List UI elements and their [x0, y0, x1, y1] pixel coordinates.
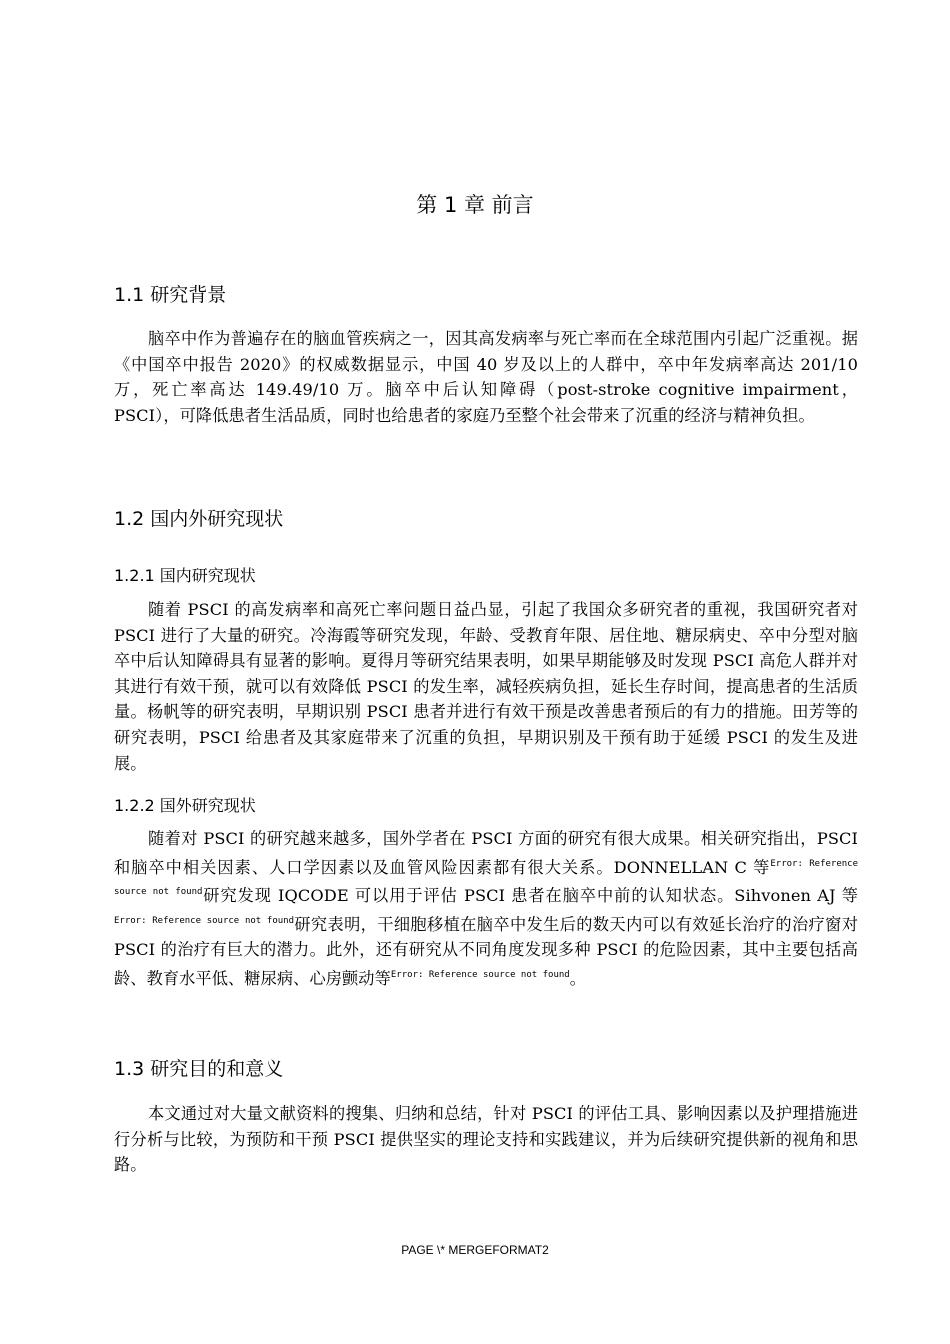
paragraph-text-1: 随着对 PSCI 的研究越来越多，国外学者在 PSCI 方面的研究有很大成果。相关研究指出，PSCI 和脑卒中相关因素、人口学因素以及血管风险因素都有很大关系。DONNELLAN C 等 — [114, 829, 858, 877]
paragraph-text-4: 。 — [569, 968, 586, 988]
section-heading-1-2: 1.2 国内外研究现状 — [114, 508, 284, 530]
subsection-heading-1-2-2: 1.2.2 国外研究现状 — [114, 796, 256, 815]
section-heading-1-3: 1.3 研究目的和意义 — [114, 1058, 284, 1080]
page-footer: PAGE \* MERGEFORMAT2 — [401, 1243, 549, 1257]
section-1-1-paragraph: 脑卒中作为普遍存在的脑血管疾病之一，因其高发病率与死亡率而在全球范围内引起广泛重视。据《中国卒中报告 2020》的权威数据显示，中国 40 岁及以上的人群中，卒中年发病率高达 201/10 万，死亡率高达 149.49/10 万。脑卒中后认知障碍（post-stroke cognitive impairment，PSCI），可降低患者生活品质，同时也给患者的家庭乃至整个社会带来了沉重的经济与精神负担。 — [114, 329, 858, 425]
section-heading-1-1: 1.1 研究背景 — [114, 284, 227, 306]
reference-error-1: Error: Reference source not found — [114, 858, 858, 898]
paragraph-text-2: 研究发现 IQCODE 可以用于评估 PSCI 患者在脑卒中前的认知状态。Sihvonen AJ 等 — [202, 886, 858, 906]
subsection-1-2-2-paragraph — [114, 826, 858, 992]
section-1-3-paragraph: 本文通过对大量文献资料的搜集、归纳和总结，针对 PSCI 的评估工具、影响因素以及护理措施进行分析与比较，为预防和干预 PSCI 提供坚实的理论支持和实践建议，并为后续研究提供新的视角和思路。 — [114, 1104, 858, 1175]
subsection-heading-1-2-1: 1.2.1 国内研究现状 — [114, 566, 256, 585]
reference-error-2: Error: Reference source not found — [114, 915, 295, 926]
paragraph-text-3: 研究表明，干细胞移植在脑卒中发生后的数天内可以有效延长治疗的治疗窗对 PSCI 的治疗有巨大的潜力。此外，还有研究从不同角度发现多种 PSCI 的危险因素，其中主要包括高龄、教育水平低、糖尿病、心房颤动等 — [114, 914, 858, 988]
reference-error-3: Error: Reference source not found — [390, 969, 570, 980]
chapter-title: 第 1 章 前言 — [416, 193, 534, 217]
subsection-1-2-1-paragraph: 随着 PSCI 的高发病率和高死亡率问题日益凸显，引起了我国众多研究者的重视，我国研究者对 PSCI 进行了大量的研究。冷海霞等研究发现，年龄、受教育年限、居住地、糖尿病史、卒中分型对脑卒中后认知障碍具有显著的影响。夏得月等研究结果表明，如果早期能够及时发现 PSCI 高危人群并对其进行有效干预，就可以有效降低 PSCI 的发生率，减轻疾病负担，延长生存时间，提高患者的生活质量。杨帆等的研究表明，早期识别 PSCI 患者并进行有效干预是改善患者预后的有力的措施。田芳等的研究表明，PSCI 给患者及其家庭带来了沉重的负担，早期识别及干预有助于延缓 PSCI 的发生及进展。 — [114, 600, 858, 773]
